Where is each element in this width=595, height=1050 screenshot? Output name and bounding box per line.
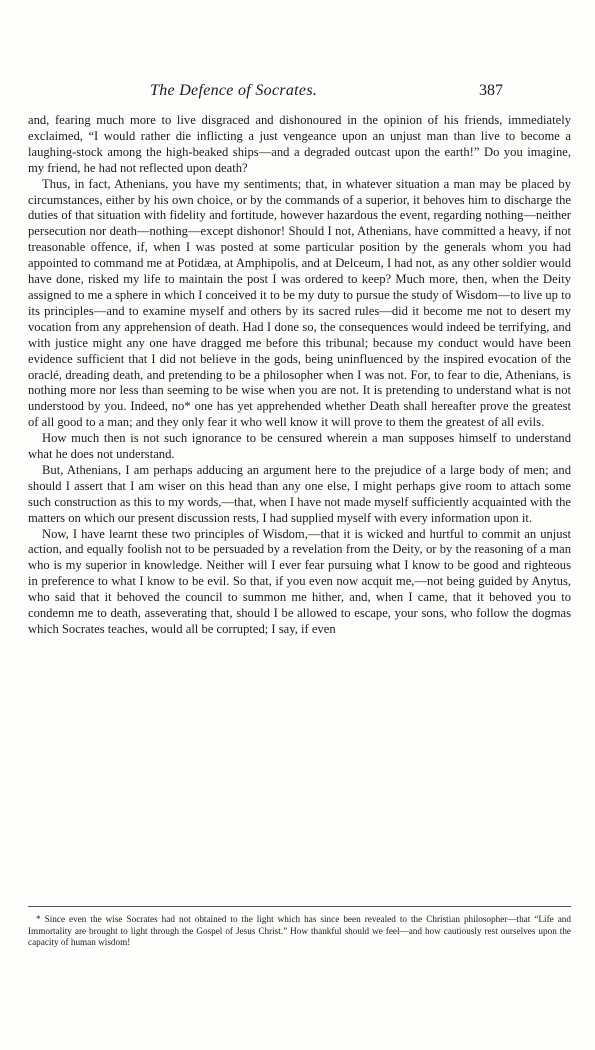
footnote: * Since even the wise Socrates had not obtained to the light which has since been revealed to the Christian philosopher—that “Life and Immortality are brought to light through the Gospel of Jesus Christ.” How thankful should we feel—and how cautiously rest ourselves upon the capacity of human wisdom! <box>28 914 571 948</box>
paragraph: But, Athenians, I am perhaps adducing an argument here to the prejudice of a large body of men; and should I assert that I am wiser on this head than any one else, I might perhaps give room to attach some such construction as this to my words,—that, when I have not made myself sufficiently acquainted with the matters on which our present discussion rests, I had supplied myself with every information upon it. <box>28 462 571 525</box>
paragraph: How much then is not such ignorance to be censured wherein a man supposes himself to understand what he does not understand. <box>28 431 571 462</box>
paragraph: and, fearing much more to live disgraced and dishonoured in the opinion of his friends, immediately exclaimed, “I would rather die inflicting a just vengeance upon an unjust man than live to become a laughing-stock among the high-beaked ships—and a degraded outcast upon the earth!” Do you imagine, my friend, he had not reflected upon death? <box>28 113 571 175</box>
page-number: 387 <box>479 82 503 99</box>
footnote-divider <box>28 906 571 907</box>
page-header <box>150 82 503 104</box>
paragraph: Thus, in fact, Athenians, you have my sentiments; that, in whatever situation a man may be placed by circumstances, either by his own choice, or by the commands of a superior, it behoves him to discharge the duties of that situation with fidelity and fortitude, however hazardous the event, regarding nothing—neither persecution nor death—nothing—except dishonor! Should I not, Athenians, have committed a heavy, if not treasonable offence, if, when I was posted at some particular position by the generals whom you had appointed to command me at Potidæa, at Amphipolis, and at Delceum, I had not, as any other soldier would have done, risked my life to maintain the post I was ordered to keep? Much more, then, when the Deity assigned to me a sphere in which I conceived it to be my duty to pursue the study of Wisdom—to live up to its principles—and to examine myself and others by its sacred rules—did it become me not to desert my vocation from any apprehension of death. Had I done so, the consequences would indeed be terrifying, and with justice might any one have dragged me before this tribunal; because my conduct would have been evidence sufficient that I did not believe in the gods, being uninfluenced by the inspired evocation of the oraclé, dreading death, and pretending to be a philosopher when I was not. For, to fear to die, Athenians, is nothing more nor less than seeming to be wise when you are not. It is pretending to understand what is not understood by you. Indeed, no* one has yet apprehended whether Death shall hereafter prove the greatest of all good to a man; and they only fear it who well know it will prove to them the greatest of all evils. <box>28 176 571 430</box>
paragraph: Now, I have learnt these two principles of Wisdom,—that it is wicked and hurtful to commit an unjust action, and equally foolish not to be persuaded by a revelation from the Deity, or by the reasoning of a man who is my superior in knowledge. Neither will I ever fear pursuing what I know to be good and righteous in preference to what I know to be evil. So that, if you even now acquit me,—not being guided by Anytus, who said that it behoved the council to summon me hither, and, when I came, that it behoved you to condemn me to death, asseverating that, should I be allowed to escape, your sons, who follow the dogmas which Socrates teaches, would all be corrupted; I say, if even <box>28 526 571 636</box>
body-text <box>28 113 571 638</box>
running-title: The Defence of Socrates. <box>150 82 318 99</box>
